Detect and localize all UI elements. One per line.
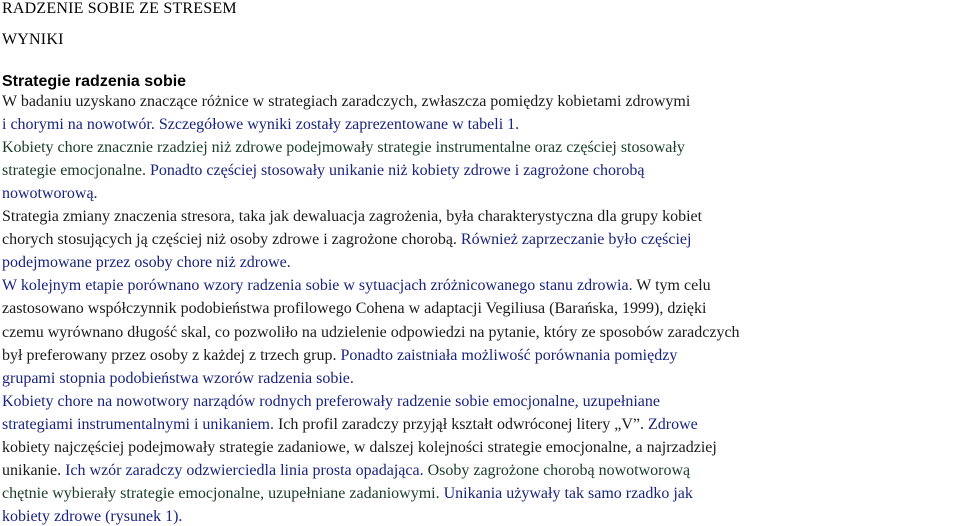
text-line: [2, 231, 691, 249]
text-segment: strategiami instrumentalnymi i unikaniem.: [2, 416, 278, 433]
text-line: [2, 116, 519, 134]
text-segment: Kobiety chore znacznie rzadziej niż zdrowe podejmowały strategie instrumentalne oraz częściej stosowały: [2, 139, 685, 156]
text-segment: Również zaprzeczanie było częściej: [460, 231, 692, 248]
text-line: [2, 93, 690, 111]
text-line: [2, 139, 685, 157]
text-segment: Strategia zmiany znaczenia stresora, taka jak dewaluacja zagrożenia, była charakterystyczna dla grupy kobiet: [2, 208, 703, 225]
text-line: [2, 485, 693, 503]
text-segment: czemu wyrównano długość skal, co pozwoliło na udzielenie odpowiedzi na pytanie, który ze sposobów zaradczych: [2, 324, 740, 341]
text-segment: chorych stosujących ją częściej niż osoby zdrowe i zagrożone chorobą.: [2, 231, 461, 248]
text-line: [2, 300, 706, 318]
text-segment: unikanie.: [2, 462, 66, 479]
text-line: [2, 347, 677, 365]
text-segment: podejmowane przez osoby chore niż zdrowe.: [2, 254, 291, 271]
text-segment: Ich wzór zaradczy odzwierciedla linia prosta opadająca.: [65, 462, 428, 479]
text-segment: W badaniu uzyskano znaczące różnice w strategiach zaradczych, zwłaszcza pomiędzy kobietami zdrowymi: [2, 93, 691, 110]
text-segment: grupami stopnia podobieństwa wzorów radzenia sobie.: [2, 370, 354, 387]
text-segment: Osoby zagrożone chorobą nowotworową: [427, 462, 691, 479]
text-line: [2, 370, 354, 388]
text-segment: nowotworową.: [2, 185, 98, 202]
text-segment: Zdrowe: [648, 416, 698, 433]
text-line: [2, 324, 740, 342]
text-segment: kobiety najczęściej podejmowały strategie zadaniowe, w dalszej kolejności strategie emocjonalne, a najrzadziej: [2, 439, 717, 456]
text-segment: Kobiety chore na nowotwory narządów rodnych preferowały radzenie sobie emocjonalne, uzupełniane: [2, 393, 660, 410]
text-segment: był preferowany przez osoby z każdej z trzech grup.: [2, 347, 341, 364]
document-title: RADZENIE SOBIE ZE STRESEM: [2, 0, 237, 17]
text-segment: chętnie wybierały strategie emocjonalne, uzupełniane zadaniowymi.: [2, 485, 444, 502]
text-segment: kobiety zdrowe (rysunek 1).: [2, 508, 183, 525]
text-segment: Ponadto częściej stosowały unikanie niż kobiety zdrowe i zagrożone chorobą: [149, 162, 645, 179]
section-title: WYNIKI: [2, 31, 64, 48]
text-segment: W kolejnym etapie porównano wzory radzenia sobie w sytuacjach zróżnicowanego stanu zdrowia.: [2, 277, 637, 294]
text-line: [2, 162, 644, 180]
text-line: [2, 462, 690, 480]
text-line: [2, 277, 711, 295]
subsection-title: Strategie radzenia sobie: [2, 73, 187, 90]
text-segment: Unikania używały tak samo rzadko jak: [443, 485, 693, 502]
text-line: [2, 439, 717, 457]
text-line: [2, 254, 291, 272]
text-segment: W tym celu: [636, 277, 711, 294]
text-line: [2, 185, 98, 203]
text-line: [2, 393, 660, 411]
text-line: [2, 208, 702, 226]
text-segment: i chorymi na nowotwór. Szczegółowe wyniki zostały zaprezentowane w tabeli 1.: [2, 116, 520, 133]
text-line: [2, 508, 182, 526]
text-segment: Ich profil zaradczy przyjął kształt odwróconej litery „V”.: [277, 416, 649, 433]
text-segment: zastosowano współczynnik podobieństwa profilowego Cohena w adaptacji Vegiliusa (Barańska, 1999), dzięki: [2, 300, 707, 317]
text-segment: strategie emocjonalne.: [2, 162, 150, 179]
text-segment: Ponadto zaistniała możliwość porównania pomiędzy: [340, 347, 678, 364]
text-line: [2, 416, 698, 434]
